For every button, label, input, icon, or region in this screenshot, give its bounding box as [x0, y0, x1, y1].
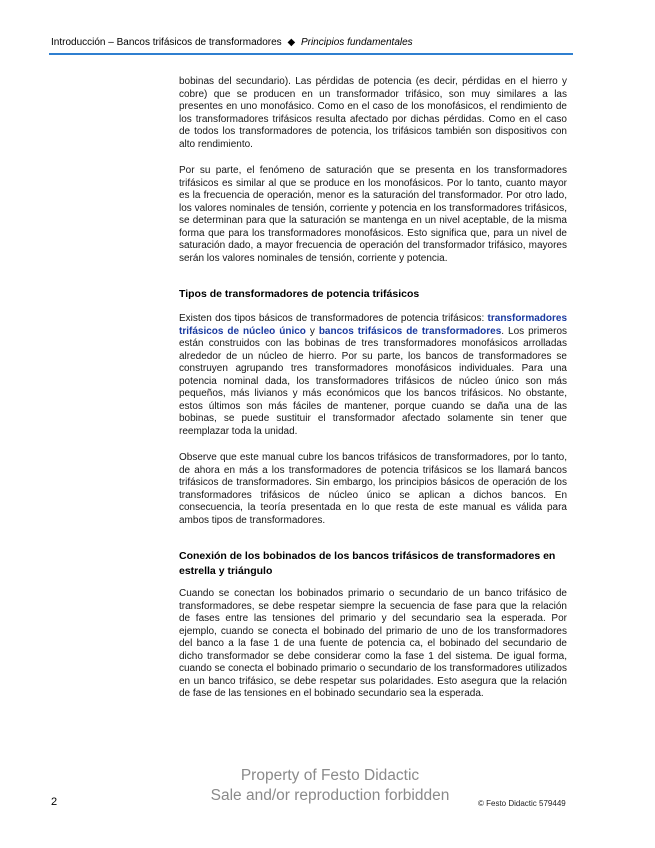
watermark-line-2: Sale and/or reproduction forbidden	[210, 787, 450, 804]
paragraph-phase-sequence: Cuando se conectan los bobinados primario o secundario de un banco trifásico de transformadores, se debe respetar siempre la secuencia de fase para que la relación de fases entre las tensiones del primario y del secundario sea la esperada. Por ejemplo, cuando se conecta el bobinado del primario de uno de los transformadores del banco a la fase 1 de una fuente de potencia ca, el bobinado del secundario de dicho transformador se debe considerar como la fase 1 del sistema. De igual forma, cuando se conecta el bobinado primario o secundario de los transformadores utilizados en un banco trifásico, se debe respetar sus polaridades. Esto asegura que la relación de fase de las tensiones en el bobinado secundario sea la esperada.	[179, 588, 567, 699]
watermark-line-1: Property of Festo Didactic	[240, 767, 420, 784]
running-header	[51, 37, 571, 48]
paragraph-losses: bobinas del secundario). Las pérdidas de potencia (es decir, pérdidas en el hierro y cobre) que se producen en un transformador trifásico, son muy similares a las presentes en uno monofásico. Como en el caso de los monofásicos, el rendimiento de los transformadores trifásicos resulta afectado por dichas pérdidas. Como en el caso de todos los transformadores de potencia, los trifásicos también son dispositivos con alto rendimiento.	[179, 76, 567, 150]
header-rule	[49, 53, 573, 55]
types-conjunction: y	[305, 325, 319, 337]
paragraph-manual-scope: Observe que este manual cubre los bancos trifásicos de transformadores, por lo tanto, de ahora en más a los transformadores de potencia trifásicos se los llamará bancos trifásicos de transformadores. Sin embargo, los principios básicos de operación de los transformadores trifásicos de núcleo único se aplican a dichos bancos. En consecuencia, la teoría presentada en lo que resta de este manual es válida para ambos tipos de transformadores.	[179, 452, 567, 526]
paragraph-types	[179, 313, 567, 438]
header-chapter: Introducción – Bancos trifásicos de transformadores	[51, 37, 282, 48]
header-section: Principios fundamentales	[300, 37, 413, 48]
term-transformer-banks: bancos trifásicos de transformadores	[318, 325, 502, 337]
header-separator: ◆	[287, 37, 296, 48]
watermark	[200, 766, 460, 806]
types-body: . Los primeros están construidos con las bobinas de tres transformadores monofásicos arrolladas alrededor de un núcleo de hierro. Por su parte, los bancos de transformadores se construyen agrupando tres transformadores monofásicos individuales. Para una potencia nominal dada, los transformadores trifásicos de núcleo único son más pequeños, más livianos y más económicos que los bancos trifásicos. No obstante, estos últimos son más fáciles de mantener, porque cuando se daña una de las bobinas, se puede sustituir el transformador afectado solamente sin tener que reemplazar toda la unidad.	[179, 325, 568, 437]
paragraph-saturation: Por su parte, el fenómeno de saturación que se presenta en los transformadores trifásicos es similar al que se produce en los monofásicos. Por lo tanto, cuanto mayor es la frecuencia de operación, menor es la saturación del transformador. Por otro lado, los valores nominales de tensión, corriente y potencia en los transformadores trifásicos, se determinan para que la saturación se mantenga en un nivel aceptable, de la misma forma que para los transformadores monofásicos. Esto significa que, para un nivel de saturación dado, a mayor frecuencia de operación del transformador trifásico, mayores serán los valores nominales de tensión, corriente y potencia.	[179, 165, 567, 264]
page-body	[179, 76, 567, 701]
heading-types: Tipos de transformadores de potencia trifásicos	[179, 288, 420, 300]
term-single-core: transformadores trifásicos de núcleo único	[179, 313, 567, 337]
page-number: 2	[51, 796, 58, 808]
copyright-notice: © Festo Didactic 579449	[478, 799, 566, 808]
types-intro: Existen dos tipos básicos de transformadores de potencia trifásicos:	[179, 313, 488, 324]
heading-connections: Conexión de los bobinados de los bancos trifásicos de transformadores en estrella y triángulo	[179, 550, 556, 577]
